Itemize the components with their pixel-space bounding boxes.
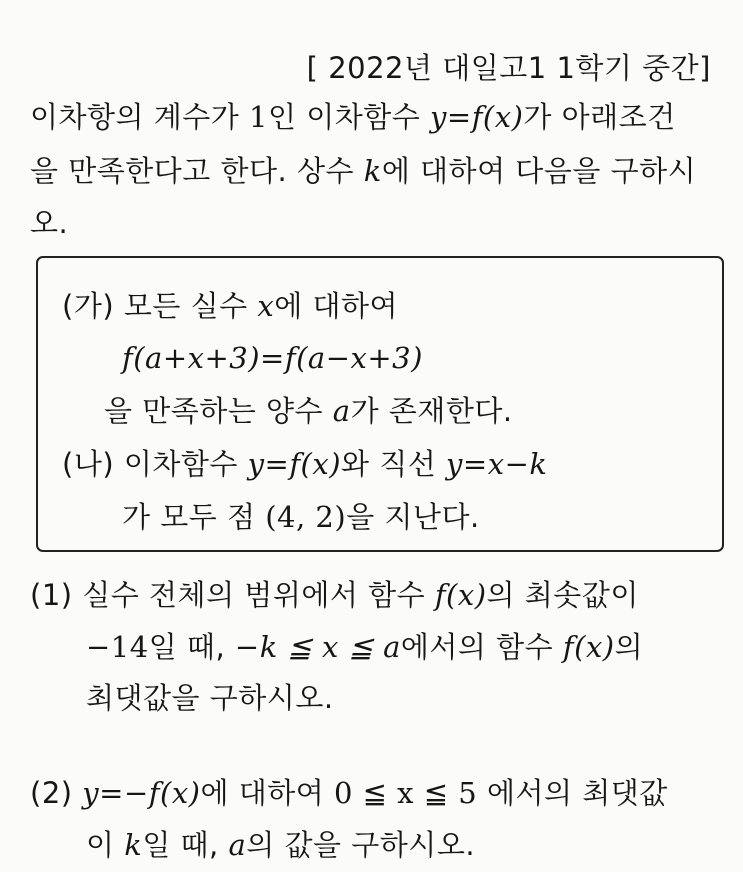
text: 에 대하여 (200, 776, 334, 810)
math: −14 (86, 630, 149, 664)
text: 에 대하여 (274, 289, 398, 323)
text: 이차항의 계수가 (30, 100, 250, 134)
text: 에 대하여 다음을 구하시 (381, 154, 697, 188)
problem-line-3: 오. (30, 206, 69, 240)
math: (4, 2) (265, 500, 347, 534)
question-2-line-1 (30, 773, 668, 813)
math: x (257, 289, 275, 323)
condition-na-line-2 (122, 497, 480, 537)
math: y=f(x) (430, 100, 524, 134)
text: 가 존재한다. (350, 394, 513, 428)
text: 이 (86, 828, 125, 862)
math: y=−f(x) (82, 776, 201, 810)
problem-line-1 (30, 97, 676, 137)
text: (나) 이차함수 (62, 447, 248, 481)
condition-ga-line-3 (104, 391, 513, 431)
text: 에서의 함수 (400, 630, 563, 664)
conditions-box (36, 256, 724, 552)
condition-ga-equation: f(a+x+3)=f(a−x+3) (122, 341, 423, 375)
text: 을 지난다. (346, 500, 480, 534)
text: 일 때, (142, 828, 229, 862)
text: 가 아래조건 (523, 100, 676, 134)
source-label: [ 2022년 대일고1 1학기 중간] (306, 51, 711, 85)
text: 을 만족하는 양수 (104, 394, 333, 428)
math: f(x) (562, 630, 615, 664)
condition-ga-line-1 (62, 286, 398, 326)
text: 가 모두 점 (122, 500, 266, 534)
question-1-line-3: 최댓값을 구하시오. (86, 681, 334, 715)
math: a (332, 394, 351, 428)
text: 의 (614, 630, 644, 664)
text: (1) 실수 전체의 범위에서 함수 (30, 578, 435, 612)
text: 의 최솟값이 (486, 578, 639, 612)
text: 의 값을 구하시오. (246, 828, 476, 862)
math: 0 ≦ x ≦ 5 (334, 776, 478, 810)
question-2-line-2 (86, 825, 475, 865)
text: (2) (30, 776, 83, 810)
math: 1 (249, 100, 268, 134)
condition-na-line-1 (62, 444, 547, 484)
text: 인 이차함수 (268, 100, 431, 134)
math: f(x) (434, 578, 487, 612)
math: y=f(x) (247, 447, 342, 481)
text: (가) 모든 실수 (62, 289, 258, 323)
question-1-line-1 (30, 575, 639, 615)
math: k (124, 828, 143, 862)
text: 일 때, (148, 630, 235, 664)
question-1-line-2 (86, 627, 643, 667)
text: 에서의 최댓값 (477, 776, 668, 810)
text: 와 직선 (341, 447, 447, 481)
math: a (228, 828, 247, 862)
math: −k ≦ x ≦ a (234, 630, 401, 664)
problem-line-2 (30, 151, 696, 191)
math: k (363, 154, 382, 188)
text: 을 만족한다고 한다. 상수 (30, 154, 364, 188)
math: y=x−k (446, 447, 548, 481)
